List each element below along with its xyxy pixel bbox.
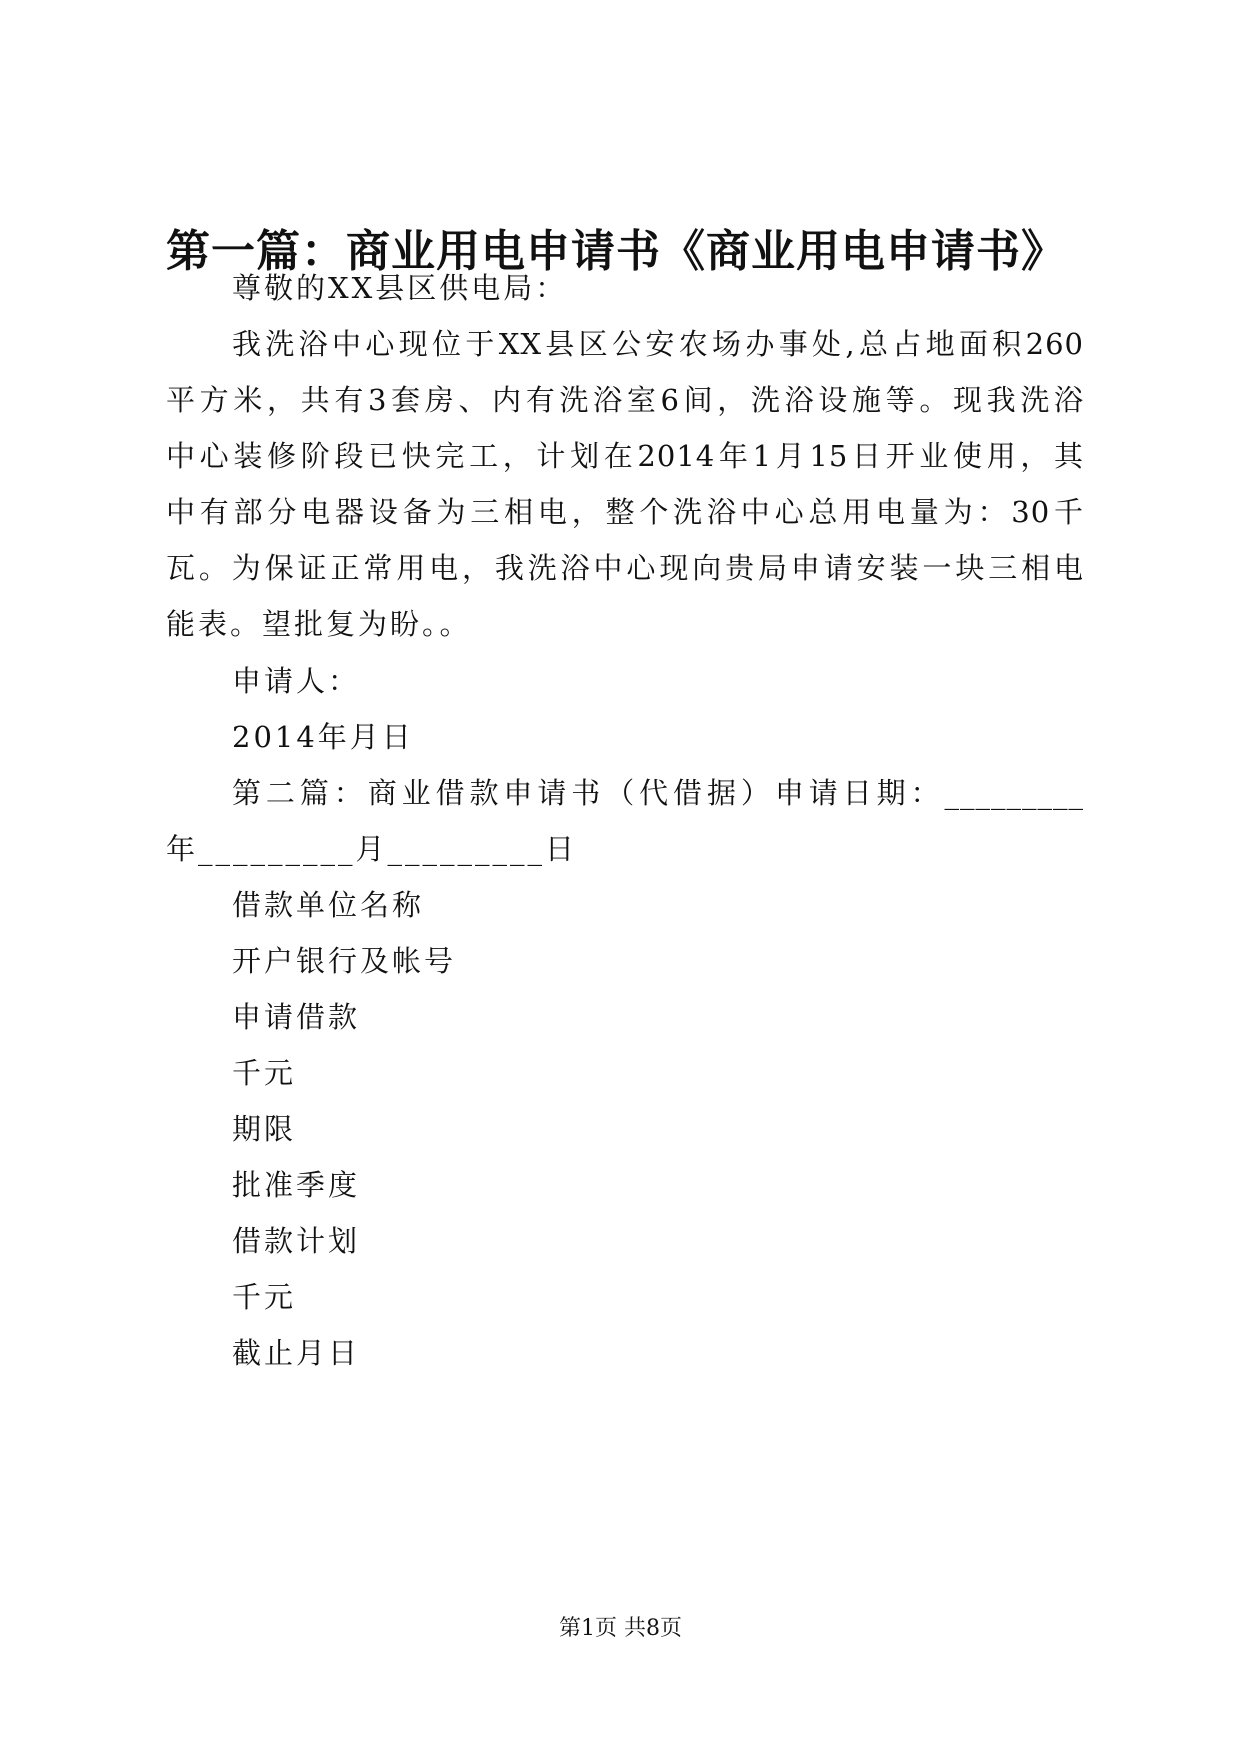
field-unit-thousand-yuan-2: 千元 [232, 1280, 297, 1314]
field-approval-quarter: 批准季度 [232, 1168, 361, 1202]
body-line-3: 中心装修阶段已快完工，计划在2014年1月15日开业使用，其 [166, 439, 1084, 473]
body-line-2: 平方米，共有3套房、内有洗浴室6间，洗浴设施等。现我洗浴 [166, 383, 1084, 417]
document-title: 第一篇：商业用电申请书《商业用电申请书》 [166, 226, 1066, 277]
body-line-5: 瓦。为保证正常用电，我洗浴中心现向贵局申请安装一块三相电 [166, 551, 1084, 585]
field-unit-thousand-yuan: 千元 [232, 1056, 297, 1090]
body-line-6: 能表。望批复为盼。。 [166, 607, 472, 641]
applicant-label: 申请人： [232, 664, 361, 698]
page-number: 第1页 共8页 [559, 1616, 682, 1641]
body-line-4: 中有部分电器设备为三相电，整个洗浴中心总用电量为：30千 [166, 495, 1084, 529]
body-line-1: 我洗浴中心现位于XX县区公安农场办事处,总占地面积260 [232, 327, 1084, 361]
field-loan-request: 申请借款 [232, 1000, 361, 1034]
field-bank-account: 开户银行及帐号 [232, 944, 457, 978]
field-loan-plan: 借款计划 [232, 1224, 361, 1258]
section2-heading: 第二篇：商业借款申请书（代借据）申请日期：_________ [232, 776, 1084, 810]
field-term: 期限 [232, 1112, 297, 1146]
salutation: 尊敬的XX县区供电局： [232, 271, 568, 305]
field-deadline: 截止月日 [232, 1336, 361, 1370]
date-line: 2014年月日 [232, 720, 414, 754]
field-borrower-name: 借款单位名称 [232, 888, 425, 922]
section2-date-line: 年_________月_________日 [166, 832, 578, 866]
